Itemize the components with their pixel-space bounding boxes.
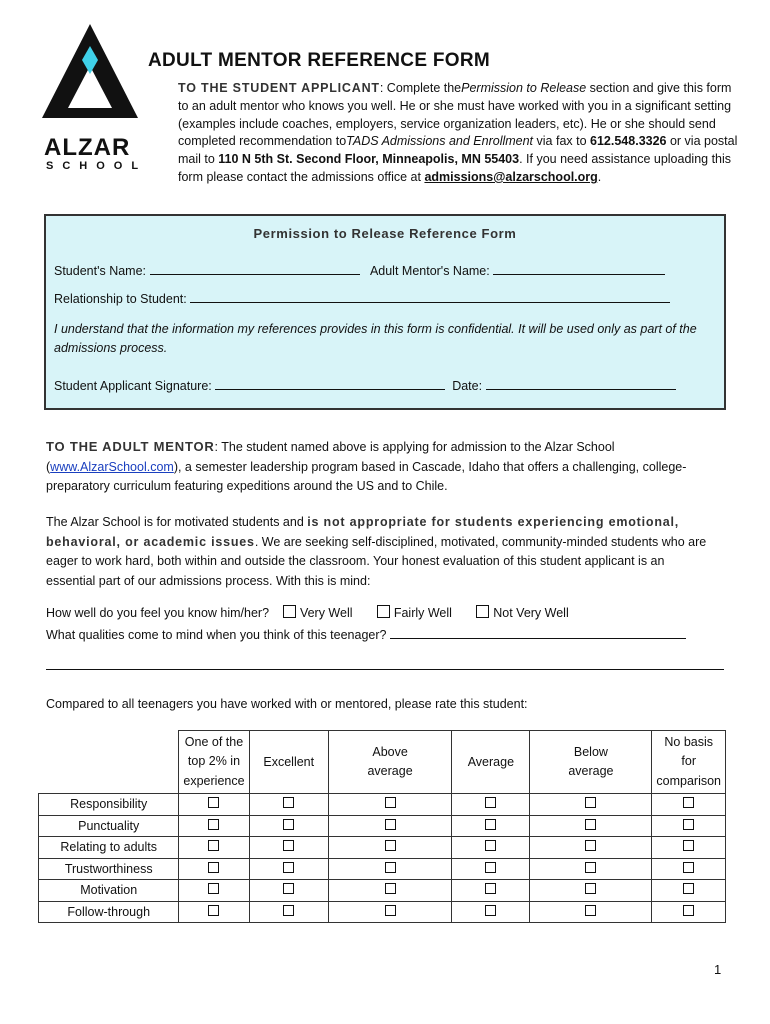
rating-checkbox[interactable] (385, 862, 396, 873)
mentor-name-field[interactable] (493, 262, 665, 275)
rating-checkbox[interactable] (385, 883, 396, 894)
not-appropriate-notice: is not appropriate for students experiencing emotional, behavioral, or academic issues (46, 515, 680, 549)
relationship-row (54, 290, 714, 308)
signature-field[interactable] (215, 377, 445, 390)
rating-checkbox[interactable] (208, 797, 219, 808)
rating-row-label: Relating to adults (39, 837, 179, 859)
table-row (39, 880, 726, 902)
rating-cell (452, 837, 530, 859)
alzar-website-link[interactable]: www.AlzarSchool.com (50, 459, 174, 474)
rating-checkbox[interactable] (208, 840, 219, 851)
rating-cell (179, 815, 249, 837)
rating-cell (328, 880, 451, 902)
rating-checkbox[interactable] (283, 905, 294, 916)
table-row (39, 837, 726, 859)
mentor-name-label: Adult Mentor's Name: (369, 264, 490, 278)
rating-cell (179, 880, 249, 902)
intro-text: . (597, 169, 602, 184)
rating-cell (249, 815, 328, 837)
logo-subtitle: SCHOOL (46, 160, 148, 172)
student-instructions (178, 80, 738, 187)
rating-checkbox[interactable] (485, 840, 496, 851)
rating-checkbox[interactable] (283, 862, 294, 873)
rating-checkbox[interactable] (208, 905, 219, 916)
rating-cell (652, 815, 726, 837)
rating-cell (179, 901, 249, 923)
rating-row-label: Motivation (39, 880, 179, 902)
permission-title: Permission to Release Reference Form (253, 226, 517, 241)
rating-column-header: Below average (530, 731, 652, 794)
rating-checkbox[interactable] (585, 862, 596, 873)
rating-cell (328, 837, 451, 859)
mentor-text: . We are seeking self-disciplined, motivated, community-minded students who are eager to work hard, both within and outside the classroom. Your honest evaluation of this student applicant is an essential part of our admissions process. With this is mind: (46, 534, 707, 588)
rating-cell (328, 794, 451, 816)
alzar-triangle-logo-icon (42, 22, 142, 132)
mentor-section-heading: TO THE ADULT MENTOR (46, 439, 215, 454)
rating-checkbox[interactable] (283, 840, 294, 851)
rating-checkbox[interactable] (683, 883, 694, 894)
rating-checkbox[interactable] (283, 883, 294, 894)
rating-checkbox[interactable] (485, 883, 496, 894)
rating-checkbox[interactable] (683, 840, 694, 851)
rating-checkbox[interactable] (485, 905, 496, 916)
student-name-label: Student's Name: (54, 264, 147, 278)
rating-corner-cell (39, 731, 179, 794)
rating-row-label: Responsibility (39, 794, 179, 816)
rating-checkbox[interactable] (683, 905, 694, 916)
rating-row-label: Trustworthiness (39, 858, 179, 880)
intro-text: via fax to (533, 134, 591, 149)
rating-checkbox[interactable] (385, 819, 396, 830)
rating-cell (452, 901, 530, 923)
rating-cell (652, 901, 726, 923)
fairly-well-checkbox[interactable] (377, 605, 390, 618)
rating-checkbox[interactable] (385, 797, 396, 808)
rating-header-row (39, 731, 726, 794)
rating-checkbox[interactable] (385, 840, 396, 851)
rating-cell (328, 901, 451, 923)
rating-checkbox[interactable] (208, 883, 219, 894)
intro-text: . If you need assistance uploading this form please contact the admissions office at (178, 152, 732, 184)
rating-checkbox[interactable] (585, 840, 596, 851)
names-row (54, 262, 714, 280)
rating-column-header: No basis for comparison (652, 731, 726, 794)
know-question-label: How well do you feel you know him/her? (46, 606, 270, 620)
intro-text: section and give this form to an adult mentor who knows you well. He or she must have worked with you in a significant setting (examples include coaches, employers, service organization leaders, etc). He or she should send completed recommendation to (178, 81, 732, 149)
very-well-checkbox[interactable] (283, 605, 296, 618)
very-well-label: Very Well (299, 606, 353, 620)
mentor-text: : The student named above is applying for admission to the Alzar School ( (46, 440, 615, 474)
rating-row-label: Follow-through (39, 901, 179, 923)
know-question-row (46, 604, 726, 622)
page-number: 1 (714, 962, 722, 977)
rating-column-header: One of the top 2% in experience (179, 731, 249, 794)
rating-table (38, 730, 726, 923)
rating-cell (179, 794, 249, 816)
date-label: Date: (452, 379, 483, 393)
rating-checkbox[interactable] (585, 905, 596, 916)
rating-cell (530, 880, 652, 902)
intro-text: or via postal mail to (178, 134, 738, 167)
qualities-question-label: What qualities come to mind when you think of this teenager? (46, 628, 387, 642)
rating-checkbox[interactable] (683, 797, 694, 808)
table-row (39, 794, 726, 816)
student-section-heading: TO THE STUDENT APPLICANT (178, 81, 380, 95)
signature-row (54, 377, 714, 395)
not-very-well-checkbox[interactable] (476, 605, 489, 618)
rating-cell (652, 880, 726, 902)
rating-cell (179, 858, 249, 880)
rating-cell (452, 815, 530, 837)
rating-prompt: Compared to all teenagers you have worked with or mentored, please rate this student: (46, 697, 528, 711)
rating-checkbox[interactable] (485, 797, 496, 808)
mentor-text: ), a semester leadership program based in Cascade, Idaho that offers a challenging, college-preparatory curriculum featuring expeditions around the US and to Chile. (46, 459, 687, 493)
rating-checkbox[interactable] (385, 905, 396, 916)
intro-text: : Complete the (379, 81, 462, 95)
rating-cell (452, 880, 530, 902)
intro-text: TADS Admissions and Enrollment (346, 134, 534, 149)
date-field[interactable] (486, 377, 676, 390)
rating-cell (179, 837, 249, 859)
rating-cell (328, 858, 451, 880)
qualities-answer-line[interactable] (46, 669, 724, 670)
rating-cell (452, 794, 530, 816)
rating-cell (249, 858, 328, 880)
rating-cell (328, 815, 451, 837)
rating-checkbox[interactable] (485, 862, 496, 873)
rating-cell (652, 837, 726, 859)
table-row (39, 901, 726, 923)
rating-cell (530, 815, 652, 837)
fairly-well-label: Fairly Well (393, 606, 452, 620)
qualities-question-row (46, 626, 726, 644)
page-title: ADULT MENTOR REFERENCE FORM (148, 50, 491, 71)
rating-cell (652, 794, 726, 816)
rating-cell (249, 794, 328, 816)
rating-column-header: Excellent (249, 731, 328, 794)
rating-cell (530, 794, 652, 816)
qualities-answer-field[interactable] (390, 626, 686, 639)
rating-checkbox[interactable] (585, 797, 596, 808)
relationship-label: Relationship to Student: (54, 292, 187, 306)
rating-cell (530, 858, 652, 880)
rating-checkbox[interactable] (485, 819, 496, 830)
table-row (39, 815, 726, 837)
rating-column-header: Above average (328, 731, 451, 794)
rating-checkbox[interactable] (585, 819, 596, 830)
rating-cell (530, 837, 652, 859)
rating-cell (452, 858, 530, 880)
rating-cell (249, 837, 328, 859)
rating-checkbox[interactable] (208, 862, 219, 873)
intro-text: Permission to Release (461, 81, 587, 95)
rating-checkbox[interactable] (683, 819, 694, 830)
rating-cell (530, 901, 652, 923)
mentor-text: The Alzar School is for motivated students and (46, 515, 308, 529)
postal-address: 110 N 5th St. Second Floor, Minneapolis, MN 55403 (218, 152, 520, 167)
fax-number: 612.548.3326 (590, 134, 667, 149)
rating-checkbox[interactable] (683, 862, 694, 873)
rating-checkbox[interactable] (283, 797, 294, 808)
signature-label: Student Applicant Signature: (54, 379, 212, 393)
student-name-field[interactable] (150, 262, 360, 275)
rating-cell (249, 901, 328, 923)
permission-to-release-box (44, 214, 726, 410)
rating-column-header: Average (452, 731, 530, 794)
rating-cell (652, 858, 726, 880)
rating-checkbox[interactable] (283, 819, 294, 830)
not-very-well-label: Not Very Well (493, 606, 569, 620)
rating-checkbox[interactable] (208, 819, 219, 830)
mentor-expectations (46, 513, 716, 591)
mentor-intro (46, 437, 716, 497)
table-row (39, 858, 726, 880)
rating-checkbox[interactable] (585, 883, 596, 894)
rating-cell (249, 880, 328, 902)
relationship-field[interactable] (190, 290, 670, 303)
confidentiality-statement: I understand that the information my references provides in this form is confidential. It will be used only as part of the admissions process. (54, 322, 697, 355)
rating-row-label: Punctuality (39, 815, 179, 837)
logo-wordmark: ALZAR (44, 134, 131, 161)
admissions-email-link[interactable]: admissions@alzarschool.org (424, 169, 598, 184)
